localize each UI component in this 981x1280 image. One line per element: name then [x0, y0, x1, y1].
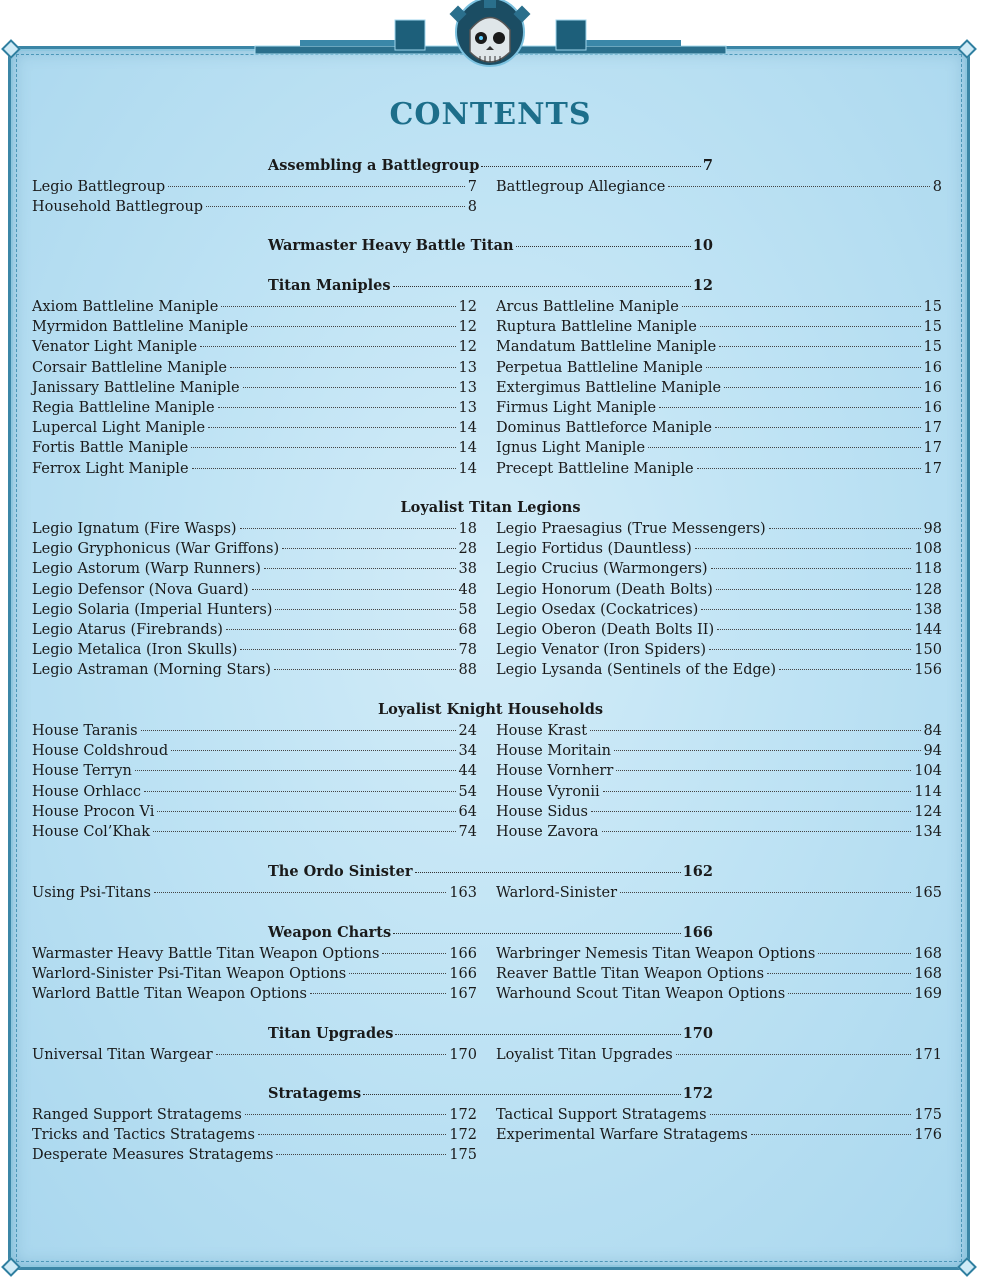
toc-entry-page: 15: [923, 319, 942, 336]
toc-entry-label: Warlord-Sinister: [496, 885, 618, 901]
section-heading[interactable]: [268, 277, 713, 294]
dot-leader: [141, 730, 456, 731]
toc-entry-page: 128: [914, 581, 942, 598]
dot-leader: [251, 326, 455, 327]
dot-leader: [602, 831, 912, 832]
toc-entry[interactable]: [496, 1125, 942, 1145]
toc-entry-page: 64: [458, 803, 477, 820]
section-heading[interactable]: [268, 863, 713, 880]
toc-entry-page: 171: [914, 1047, 942, 1063]
toc-entry[interactable]: [32, 640, 477, 660]
toc-entry[interactable]: [496, 782, 942, 802]
section-heading[interactable]: [0, 701, 981, 718]
toc-entry-label: Firmus Light Maniple: [496, 400, 657, 416]
skull-cog-crest-icon: [0, 0, 981, 100]
toc-entry-label: House Taranis: [32, 723, 138, 739]
dot-leader: [711, 568, 912, 569]
toc-entry[interactable]: [496, 378, 942, 398]
dot-leader: [788, 993, 911, 994]
dot-leader: [252, 589, 456, 590]
dot-leader: [616, 770, 911, 771]
section-page-number: 172: [682, 1085, 713, 1102]
toc-entry-page: 166: [449, 946, 477, 962]
section-page-number: 170: [682, 1025, 713, 1042]
toc-entry-label: Loyalist Titan Upgrades: [496, 1047, 673, 1063]
toc-entry[interactable]: [32, 297, 477, 317]
toc-entry[interactable]: [32, 197, 477, 217]
section-page-number: 166: [682, 924, 713, 941]
dot-leader: [275, 609, 455, 610]
toc-entry-page: 7: [467, 179, 477, 195]
toc-entry-page: 13: [458, 400, 477, 416]
dot-leader: [276, 1154, 446, 1155]
toc-entry-label: Tactical Support Stratagems: [496, 1107, 707, 1123]
toc-entry[interactable]: [32, 438, 477, 458]
dot-leader: [349, 973, 446, 974]
section-heading[interactable]: [268, 924, 713, 941]
toc-entry[interactable]: [496, 741, 942, 761]
toc-entry[interactable]: [32, 418, 477, 438]
dot-leader: [226, 629, 456, 630]
dot-leader: [393, 933, 681, 934]
toc-entry-page: 175: [914, 1107, 942, 1123]
toc-entry-page: 16: [923, 379, 942, 396]
toc-entry-page: 170: [449, 1047, 477, 1063]
toc-entry-label: Ranged Support Stratagems: [32, 1107, 242, 1123]
dot-leader: [230, 367, 456, 368]
toc-entry-label: Legio Astraman (Morning Stars): [32, 662, 271, 679]
toc-entry-page: 175: [449, 1147, 477, 1164]
dot-leader: [153, 831, 456, 832]
toc-entry-label: Legio Astorum (Warp Runners): [32, 561, 261, 578]
dot-leader: [710, 1114, 912, 1115]
toc-entry-label: Arcus Battleline Maniple: [496, 299, 679, 315]
dot-leader: [218, 407, 456, 408]
toc-entry-page: 104: [914, 763, 942, 780]
toc-entry-label: Legio Osedax (Cockatrices): [496, 601, 699, 618]
dot-leader: [697, 468, 921, 469]
toc-entry-page: 108: [914, 541, 942, 558]
section-heading[interactable]: [268, 237, 713, 254]
dot-leader: [245, 1114, 447, 1115]
toc-entry[interactable]: [32, 539, 477, 559]
toc-entry[interactable]: [32, 660, 477, 680]
toc-entry-page: 156: [914, 662, 942, 679]
toc-entry[interactable]: [496, 317, 942, 337]
toc-entry[interactable]: [32, 984, 477, 1004]
toc-entry[interactable]: [32, 802, 477, 822]
dot-leader: [659, 407, 920, 408]
dot-leader: [767, 973, 911, 974]
toc-entry[interactable]: [496, 964, 942, 984]
toc-entry-page: 168: [914, 946, 942, 962]
toc-entry[interactable]: [32, 1125, 477, 1145]
toc-entry[interactable]: [496, 984, 942, 1004]
toc-entry-page: 17: [923, 440, 942, 457]
dot-leader: [208, 427, 455, 428]
toc-entry-label: Warlord-Sinister Psi-Titan Weapon Options: [32, 966, 347, 983]
toc-entry-page: 58: [458, 601, 477, 618]
toc-entry[interactable]: [496, 177, 942, 197]
dot-leader: [648, 447, 921, 448]
toc-entry-page: 12: [458, 319, 477, 336]
dot-leader: [614, 750, 921, 751]
section-heading[interactable]: [268, 1025, 713, 1042]
toc-entry[interactable]: [32, 822, 477, 842]
toc-entry-page: 14: [458, 420, 477, 437]
toc-entry-label: Dominus Battleforce Maniple: [496, 420, 712, 437]
dot-leader: [168, 186, 465, 187]
toc-entry[interactable]: [32, 782, 477, 802]
toc-entry-label: Legio Solaria (Imperial Hunters): [32, 601, 273, 618]
toc-entry-page: 12: [458, 299, 477, 315]
toc-entry[interactable]: [496, 398, 942, 418]
toc-entry[interactable]: [32, 580, 477, 600]
toc-entry[interactable]: [32, 964, 477, 984]
toc-entry-label: House Terryn: [32, 763, 132, 780]
dot-leader: [243, 387, 456, 388]
dot-leader: [724, 387, 920, 388]
toc-entry-label: Using Psi-Titans: [32, 885, 151, 901]
toc-entry[interactable]: [496, 640, 942, 660]
toc-entry-page: 134: [914, 824, 942, 840]
toc-entry-page: 124: [914, 803, 942, 820]
dot-leader: [590, 730, 921, 731]
toc-entry-label: Legio Atarus (Firebrands): [32, 622, 223, 638]
dot-leader: [144, 791, 456, 792]
section-heading-label: Weapon Charts: [268, 924, 392, 941]
dot-leader: [191, 447, 455, 448]
section-heading-label: Stratagems: [268, 1085, 362, 1102]
toc-entry-label: House Moritain: [496, 743, 611, 760]
toc-entry[interactable]: [496, 418, 942, 438]
toc-entry-page: 14: [458, 440, 477, 457]
toc-entry[interactable]: [496, 721, 942, 741]
toc-entry-page: 166: [449, 966, 477, 983]
dot-leader: [206, 206, 465, 207]
toc-entry-label: Myrmidon Battleline Maniple: [32, 319, 249, 336]
dot-leader: [701, 609, 911, 610]
dot-leader: [668, 186, 929, 187]
toc-entry[interactable]: [32, 358, 477, 378]
section-heading-label: Assembling a Battlegroup: [268, 157, 480, 174]
toc-entry[interactable]: [496, 660, 942, 680]
dot-leader: [516, 246, 691, 247]
toc-entry-label: Household Battlegroup: [32, 199, 204, 216]
dot-leader: [395, 1034, 680, 1035]
dot-leader: [717, 629, 911, 630]
toc-entry-label: House Sidus: [496, 803, 588, 820]
toc-entry-label: Battlegroup Allegiance: [496, 179, 666, 195]
toc-entry-label: Extergimus Battleline Maniple: [496, 379, 722, 396]
dot-leader: [240, 528, 456, 529]
toc-entry-page: 88: [458, 662, 477, 679]
toc-entry-label: House Vyronii: [496, 783, 600, 800]
toc-entry-label: Warhound Scout Titan Weapon Options: [496, 986, 786, 1003]
toc-entry-page: 16: [923, 400, 942, 416]
toc-entry-page: 176: [914, 1127, 942, 1144]
toc-entry-label: Universal Titan Wargear: [32, 1047, 213, 1063]
section-heading-label: The Ordo Sinister: [268, 863, 413, 880]
toc-entry-label: Legio Defensor (Nova Guard): [32, 581, 249, 598]
dot-leader: [393, 286, 691, 287]
toc-entry-page: 165: [914, 885, 942, 901]
toc-entry-label: Venator Light Maniple: [32, 339, 198, 356]
dot-leader: [135, 770, 456, 771]
dot-leader: [603, 791, 912, 792]
dot-leader: [695, 548, 912, 549]
section-page-number: 12: [692, 277, 713, 294]
toc-entry-page: 28: [458, 541, 477, 558]
toc-entry-label: Warbringer Nemesis Titan Weapon Options: [496, 946, 816, 962]
dot-leader: [818, 953, 911, 954]
section-page-number: 162: [682, 863, 713, 880]
toc-entry[interactable]: [32, 761, 477, 781]
dot-leader: [779, 669, 911, 670]
toc-entry[interactable]: [32, 1145, 477, 1165]
toc-entry[interactable]: [496, 337, 942, 357]
page-title: CONTENTS: [389, 97, 592, 132]
toc-entry-label: Axiom Battleline Maniple: [32, 299, 219, 315]
dot-leader: [481, 166, 701, 167]
toc-entry[interactable]: [32, 600, 477, 620]
toc-entry-label: House Krast: [496, 723, 588, 739]
toc-entry-label: Warmaster Heavy Battle Titan Weapon Options: [32, 946, 380, 962]
toc-entry-page: 12: [458, 339, 477, 356]
dot-leader: [715, 427, 921, 428]
section-heading-label: Loyalist Titan Legions: [400, 499, 581, 516]
toc-entry[interactable]: [32, 317, 477, 337]
toc-entry[interactable]: [496, 761, 942, 781]
dot-leader: [240, 649, 455, 650]
toc-entry[interactable]: [32, 559, 477, 579]
toc-entry[interactable]: [496, 358, 942, 378]
dot-leader: [154, 892, 446, 893]
toc-entry-page: 172: [449, 1127, 477, 1144]
toc-entry[interactable]: [496, 944, 942, 964]
dot-leader: [258, 1134, 446, 1135]
toc-entry[interactable]: [496, 822, 942, 842]
dot-leader: [171, 750, 455, 751]
toc-entry[interactable]: [32, 1045, 477, 1065]
toc-entry-page: 114: [914, 783, 942, 800]
dot-leader: [676, 1054, 912, 1055]
dot-leader: [716, 589, 912, 590]
toc-entry[interactable]: [496, 1045, 942, 1065]
toc-entry[interactable]: [32, 398, 477, 418]
toc-entry[interactable]: [496, 438, 942, 458]
toc-entry-page: 118: [914, 561, 942, 578]
toc-entry-label: Legio Venator (Iron Spiders): [496, 642, 707, 659]
toc-entry[interactable]: [32, 883, 477, 903]
toc-entry-page: 34: [458, 743, 477, 760]
section-heading-label: Loyalist Knight Households: [377, 701, 604, 718]
toc-entry-page: 13: [458, 379, 477, 396]
toc-entry-page: 54: [458, 783, 477, 800]
toc-entry-page: 150: [914, 642, 942, 659]
toc-entry-label: Legio Oberon (Death Bolts II): [496, 622, 715, 638]
toc-entry[interactable]: [32, 378, 477, 398]
toc-entry-label: Janissary Battleline Maniple: [32, 379, 240, 396]
dot-leader: [282, 548, 455, 549]
toc-entry[interactable]: [496, 580, 942, 600]
dot-leader: [264, 568, 456, 569]
toc-entry[interactable]: [32, 459, 477, 479]
toc-entry-label: Legio Praesagius (True Messengers): [496, 521, 766, 537]
toc-entry[interactable]: [32, 944, 477, 964]
dot-leader: [751, 1134, 912, 1135]
toc-entry-label: Ferrox Light Maniple: [32, 460, 189, 477]
toc-entry-page: 17: [923, 420, 942, 437]
toc-entry-label: Legio Fortidus (Dauntless): [496, 541, 692, 558]
toc-entry-label: Legio Lysanda (Sentinels of the Edge): [496, 662, 777, 679]
toc-entry-page: 68: [458, 622, 477, 638]
toc-entry-page: 14: [458, 460, 477, 477]
toc-entry-label: Experimental Warfare Stratagems: [496, 1127, 748, 1144]
toc-entry-label: House Col’Khak: [32, 824, 151, 840]
frame-corner-ornament: [957, 1257, 977, 1277]
toc-entry[interactable]: [496, 600, 942, 620]
toc-entry-label: Precept Battleline Maniple: [496, 460, 694, 477]
frame-corner-ornament: [1, 1257, 21, 1277]
toc-entry[interactable]: [32, 1105, 477, 1125]
toc-entry-label: House Vornherr: [496, 763, 614, 780]
toc-entry-page: 8: [467, 199, 477, 216]
toc-entry-label: Legio Honorum (Death Bolts): [496, 581, 713, 598]
toc-entry-label: Legio Gryphonicus (War Griffons): [32, 541, 280, 558]
toc-entry-page: 74: [458, 824, 477, 840]
dot-leader: [363, 1094, 681, 1095]
toc-entry-page: 18: [458, 521, 477, 537]
toc-entry-label: Reaver Battle Titan Weapon Options: [496, 966, 765, 983]
dot-leader: [221, 306, 455, 307]
section-page-number: 7: [702, 157, 713, 174]
dot-leader: [769, 528, 921, 529]
toc-entry-label: Desperate Measures Stratagems: [32, 1147, 274, 1164]
toc-entry[interactable]: [496, 883, 942, 903]
toc-entry-label: Corsair Battleline Maniple: [32, 359, 227, 376]
toc-entry[interactable]: [32, 519, 477, 539]
toc-entry-page: 48: [458, 581, 477, 598]
dot-leader: [157, 811, 455, 812]
dot-leader: [415, 872, 681, 873]
toc-entry-label: Ruptura Battleline Maniple: [496, 319, 697, 336]
toc-entry-page: 8: [932, 179, 942, 195]
dot-leader: [274, 669, 456, 670]
dot-leader: [620, 892, 911, 893]
section-heading-label: Warmaster Heavy Battle Titan: [268, 237, 514, 254]
toc-entry[interactable]: [496, 297, 942, 317]
section-heading[interactable]: [268, 157, 713, 174]
toc-entry[interactable]: [32, 177, 477, 197]
toc-entry-page: 17: [923, 460, 942, 477]
dot-leader: [682, 306, 921, 307]
section-heading[interactable]: [268, 1085, 713, 1102]
toc-entry[interactable]: [496, 539, 942, 559]
toc-entry-page: 167: [449, 986, 477, 1003]
section-heading-label: Titan Upgrades: [268, 1025, 394, 1042]
toc-entry-page: 13: [458, 359, 477, 376]
toc-entry-label: Legio Battlegroup: [32, 179, 166, 195]
toc-entry-page: 44: [458, 763, 477, 780]
toc-entry-label: Regia Battleline Maniple: [32, 400, 215, 416]
dot-leader: [192, 468, 456, 469]
toc-entry-page: 169: [914, 986, 942, 1003]
toc-entry-page: 78: [458, 642, 477, 659]
toc-entry-page: 24: [458, 723, 477, 739]
toc-entry-label: Fortis Battle Maniple: [32, 440, 189, 457]
section-heading-label: Titan Maniples: [268, 277, 391, 294]
toc-entry-page: 16: [923, 359, 942, 376]
toc-entry-page: 163: [449, 885, 477, 901]
toc-entry-label: Ignus Light Maniple: [496, 440, 646, 457]
toc-entry-page: 15: [923, 339, 942, 356]
dot-leader: [382, 953, 446, 954]
dot-leader: [591, 811, 911, 812]
toc-entry-label: Mandatum Battleline Maniple: [496, 339, 717, 356]
toc-entry-page: 94: [923, 743, 942, 760]
toc-entry[interactable]: [496, 1105, 942, 1125]
toc-entry-page: 98: [923, 521, 942, 537]
toc-entry-label: Tricks and Tactics Stratagems: [32, 1127, 255, 1144]
toc-entry-label: Lupercal Light Maniple: [32, 420, 206, 437]
toc-entry[interactable]: [496, 802, 942, 822]
toc-entry-label: House Zavora: [496, 824, 599, 840]
dot-leader: [719, 346, 920, 347]
dot-leader: [700, 326, 921, 327]
toc-entry[interactable]: [32, 741, 477, 761]
section-heading[interactable]: [0, 499, 981, 516]
toc-entry-page: 84: [923, 723, 942, 739]
toc-entry-page: 144: [914, 622, 942, 638]
dot-leader: [200, 346, 455, 347]
toc-entry-label: Perpetua Battleline Maniple: [496, 359, 703, 376]
dot-leader: [706, 367, 921, 368]
toc-entry[interactable]: [496, 620, 942, 640]
toc-entry-label: House Orhlacc: [32, 783, 142, 800]
section-page-number: 10: [692, 237, 713, 254]
toc-entry-label: House Procon Vi: [32, 803, 155, 820]
toc-entry[interactable]: [32, 721, 477, 741]
toc-entry-label: Legio Metalica (Iron Skulls): [32, 642, 238, 659]
dot-leader: [709, 649, 911, 650]
toc-entry[interactable]: [496, 559, 942, 579]
toc-entry[interactable]: [496, 459, 942, 479]
toc-entry-page: 15: [923, 299, 942, 315]
toc-entry[interactable]: [496, 519, 942, 539]
toc-entry-label: House Coldshroud: [32, 743, 169, 760]
toc-entry-page: 168: [914, 966, 942, 983]
toc-entry[interactable]: [32, 337, 477, 357]
toc-entry-page: 38: [458, 561, 477, 578]
toc-entry-page: 172: [449, 1107, 477, 1123]
toc-entry-label: Legio Ignatum (Fire Wasps): [32, 521, 237, 537]
toc-entry-label: Legio Crucius (Warmongers): [496, 561, 708, 578]
dot-leader: [216, 1054, 447, 1055]
toc-entry[interactable]: [32, 620, 477, 640]
toc-entry-label: Warlord Battle Titan Weapon Options: [32, 986, 307, 1003]
dot-leader: [310, 993, 446, 994]
toc-entry-page: 138: [914, 601, 942, 618]
